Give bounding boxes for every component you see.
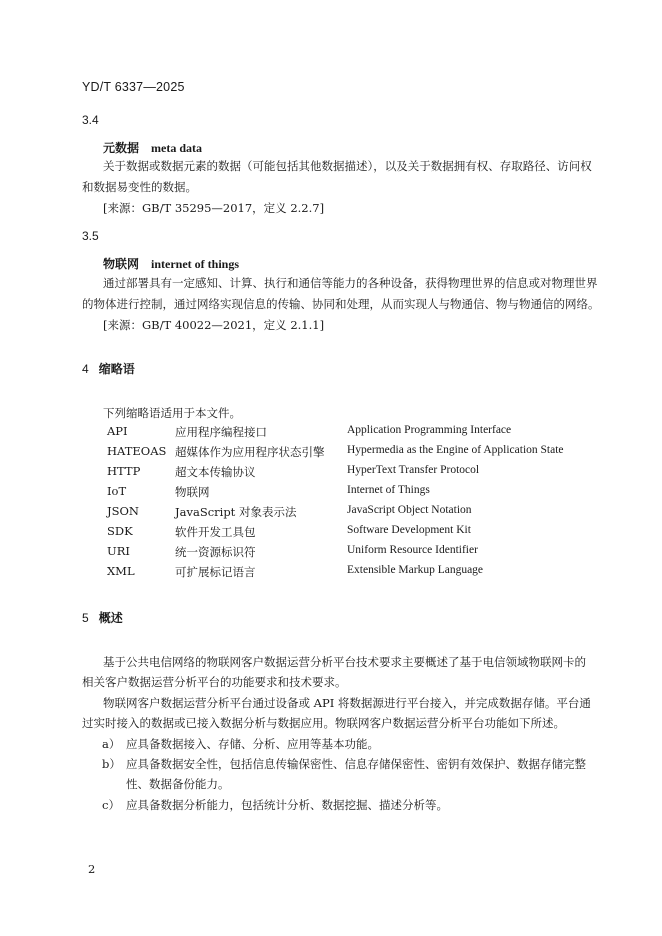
list-item-label: a）: [102, 737, 121, 751]
abbreviation-english: Hypermedia as the Engine of Application State: [347, 444, 564, 456]
list-item: [102, 734, 602, 754]
abbreviation: XML: [107, 564, 135, 578]
section-title: 缩略语: [98, 362, 135, 376]
abbreviation-english: Internet of Things: [347, 484, 430, 496]
clause-number: 3.4: [82, 113, 99, 127]
term-heading: [103, 139, 202, 156]
list-item-label: b）: [102, 757, 121, 771]
term-chinese: 元数据: [103, 141, 140, 155]
abbreviation-chinese: 统一资源标识符: [175, 545, 256, 559]
abbreviation-chinese: JavaScript 对象表示法: [175, 505, 297, 519]
list-item-text: 应具备数据分析能力，包括统计分析、数据挖掘、描述分析等。: [126, 798, 448, 812]
definition-line: 关于数据或数据元素的数据（可能包括其他数据描述），以及关于数据拥有权、存取路径、访问权: [103, 159, 592, 173]
abbreviation-chinese: 物联网: [175, 485, 210, 499]
abbreviation: HATEOAS: [107, 444, 167, 458]
paragraph-line: 基于公共电信网络的物联网客户数据运营分析平台技术要求主要概述了基于电信领域物联网卡的: [103, 655, 586, 669]
abbreviation-english: HyperText Transfer Protocol: [347, 464, 480, 476]
term-heading: [103, 255, 239, 272]
section-number: 4: [82, 362, 89, 376]
abbreviation: SDK: [107, 524, 133, 538]
abbreviation-chinese: 软件开发工具包: [175, 525, 256, 539]
page-number: 2: [88, 862, 96, 876]
section-heading: [82, 609, 123, 626]
abbreviation: HTTP: [107, 464, 141, 478]
abbreviation-chinese: 应用程序编程接口: [175, 425, 267, 439]
document-id-header: YD/T 6337—2025: [82, 80, 185, 94]
clause-number: 3.5: [82, 229, 99, 243]
list-item: [102, 795, 602, 815]
abbreviation-chinese: 超媒体作为应用程序状态引擎: [175, 445, 325, 459]
abbreviation-chinese: 超文本传输协议: [175, 465, 256, 479]
section-number: 5: [82, 611, 89, 625]
list-item-text: 应具备数据接入、存储、分析、应用等基本功能。: [126, 737, 379, 751]
definition-line: 通过部署具有一定感知、计算、执行和通信等能力的各种设备，获得物理世界的信息或对物理世界: [103, 276, 598, 290]
section-intro: 下列缩略语适用于本文件。: [103, 406, 241, 420]
abbreviation-english: Application Programming Interface: [347, 424, 512, 436]
abbreviation: URI: [107, 544, 130, 558]
list-item: [102, 754, 602, 794]
definition-source: [来源：GB/T 40022—2021，定义 2.1.1]: [103, 318, 325, 332]
term-chinese: 物联网: [103, 257, 140, 271]
list-item-label: c）: [102, 798, 120, 812]
paragraph-line: 物联网客户数据运营分析平台通过设备或 API 将数据源进行平台接入，并完成数据存储。平台通: [103, 696, 591, 710]
abbreviation-english: JavaScript Object Notation: [347, 504, 472, 516]
definition-line: 的物体进行控制，通过网络实现信息的传输、协同和处理，从而实现人与物通信、物与物通信的网络。: [82, 297, 600, 311]
abbreviation-english: Uniform Resource Identifier: [347, 544, 478, 556]
abbreviation: JSON: [107, 504, 139, 518]
abbreviation-chinese: 可扩展标记语言: [175, 565, 256, 579]
abbreviation: API: [107, 424, 128, 438]
abbreviation-english: Software Development Kit: [347, 524, 471, 536]
definition-source: [来源：GB/T 35295—2017，定义 2.2.7]: [103, 201, 325, 215]
list-item-text: 应具备数据安全性，包括信息传输保密性、信息存储保密性、密钥有效保护、数据存储完整性、数据备份能力。: [126, 757, 586, 791]
term-english: meta data: [151, 141, 203, 155]
paragraph-line: 相关客户数据运营分析平台的功能要求和技术要求。: [82, 675, 347, 689]
definition-line: 和数据易变性的数据。: [82, 180, 197, 194]
paragraph-line: 过实时接入的数据或已接入数据分析与数据应用。物联网客户数据运营分析平台功能如下所述。: [82, 716, 565, 730]
abbreviation: IoT: [107, 484, 127, 498]
section-title: 概述: [98, 611, 123, 625]
section-heading: [82, 360, 135, 377]
abbreviation-english: Extensible Markup Language: [347, 564, 484, 576]
term-english: internet of things: [151, 257, 240, 271]
